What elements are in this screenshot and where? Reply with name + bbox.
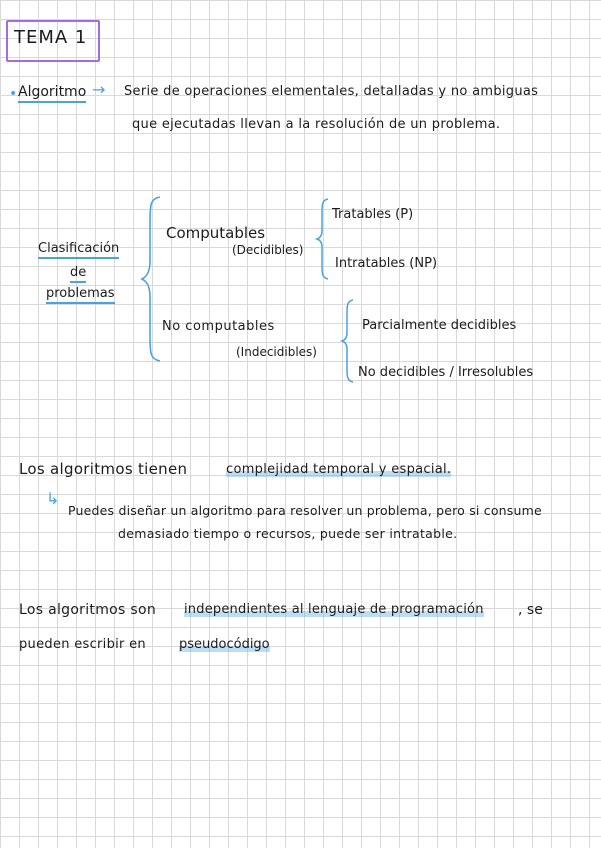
bullet-dot: •	[9, 86, 18, 102]
intratables-label: Intratables (NP)	[335, 256, 438, 271]
complejidad-note-line2: demasiado tiempo o recursos, puede ser intratable.	[118, 526, 458, 541]
algoritmo-definition-line1: Serie de operaciones elementales, detalladas y no ambiguas	[124, 84, 539, 99]
arrow-right-icon: →	[92, 80, 106, 99]
big-brace-icon	[140, 195, 164, 363]
independencia-prefix: Los algoritmos son	[19, 602, 156, 618]
clasificacion-label-line2-text: de	[70, 265, 86, 283]
independencia-suffix: , se	[518, 602, 543, 618]
no-decidibles-label: No decidibles / Irresolubles	[358, 365, 534, 380]
clasificacion-label-line3	[46, 285, 115, 303]
complejidad-prefix: Los algoritmos tienen	[19, 460, 188, 478]
no-computables-label: No computables	[162, 319, 275, 334]
clasificacion-label-line1	[38, 240, 119, 258]
independencia-highlight-text: independientes al lenguaje de programación	[184, 602, 484, 617]
computables-brace-icon	[315, 197, 331, 281]
independencia-line2-prefix: pueden escribir en	[19, 637, 146, 652]
clasificacion-label-line3-text: problemas	[46, 286, 115, 304]
no-computables-brace-icon	[340, 298, 356, 384]
complejidad-highlight	[226, 461, 451, 479]
tratables-label: Tratables (P)	[332, 207, 414, 222]
clasificacion-label-line1-text: Clasificación	[38, 241, 119, 259]
clasificacion-label-line2	[70, 264, 86, 282]
pseudocodigo-highlight-text: pseudocódigo	[179, 637, 270, 652]
computables-label: Computables	[166, 224, 266, 242]
pseudocodigo-highlight	[179, 636, 270, 654]
independencia-highlight	[184, 601, 484, 619]
complejidad-note-line1: Puedes diseñar un algoritmo para resolver un problema, pero si consume	[68, 503, 542, 518]
indecidibles-label: (Indecidibles)	[236, 345, 317, 359]
parcialmente-decidibles-label: Parcialmente decidibles	[362, 318, 517, 333]
decidibles-label: (Decidibles)	[232, 243, 304, 257]
arrow-down-right-icon: ↳	[46, 489, 60, 508]
algoritmo-term	[18, 83, 86, 101]
algoritmo-definition-line2: que ejecutadas llevan a la resolución de un problema.	[132, 117, 501, 132]
algoritmo-term-text: Algoritmo	[18, 84, 86, 103]
page-title: TEMA 1	[14, 27, 88, 48]
complejidad-highlight-text: complejidad temporal y espacial.	[226, 462, 452, 477]
